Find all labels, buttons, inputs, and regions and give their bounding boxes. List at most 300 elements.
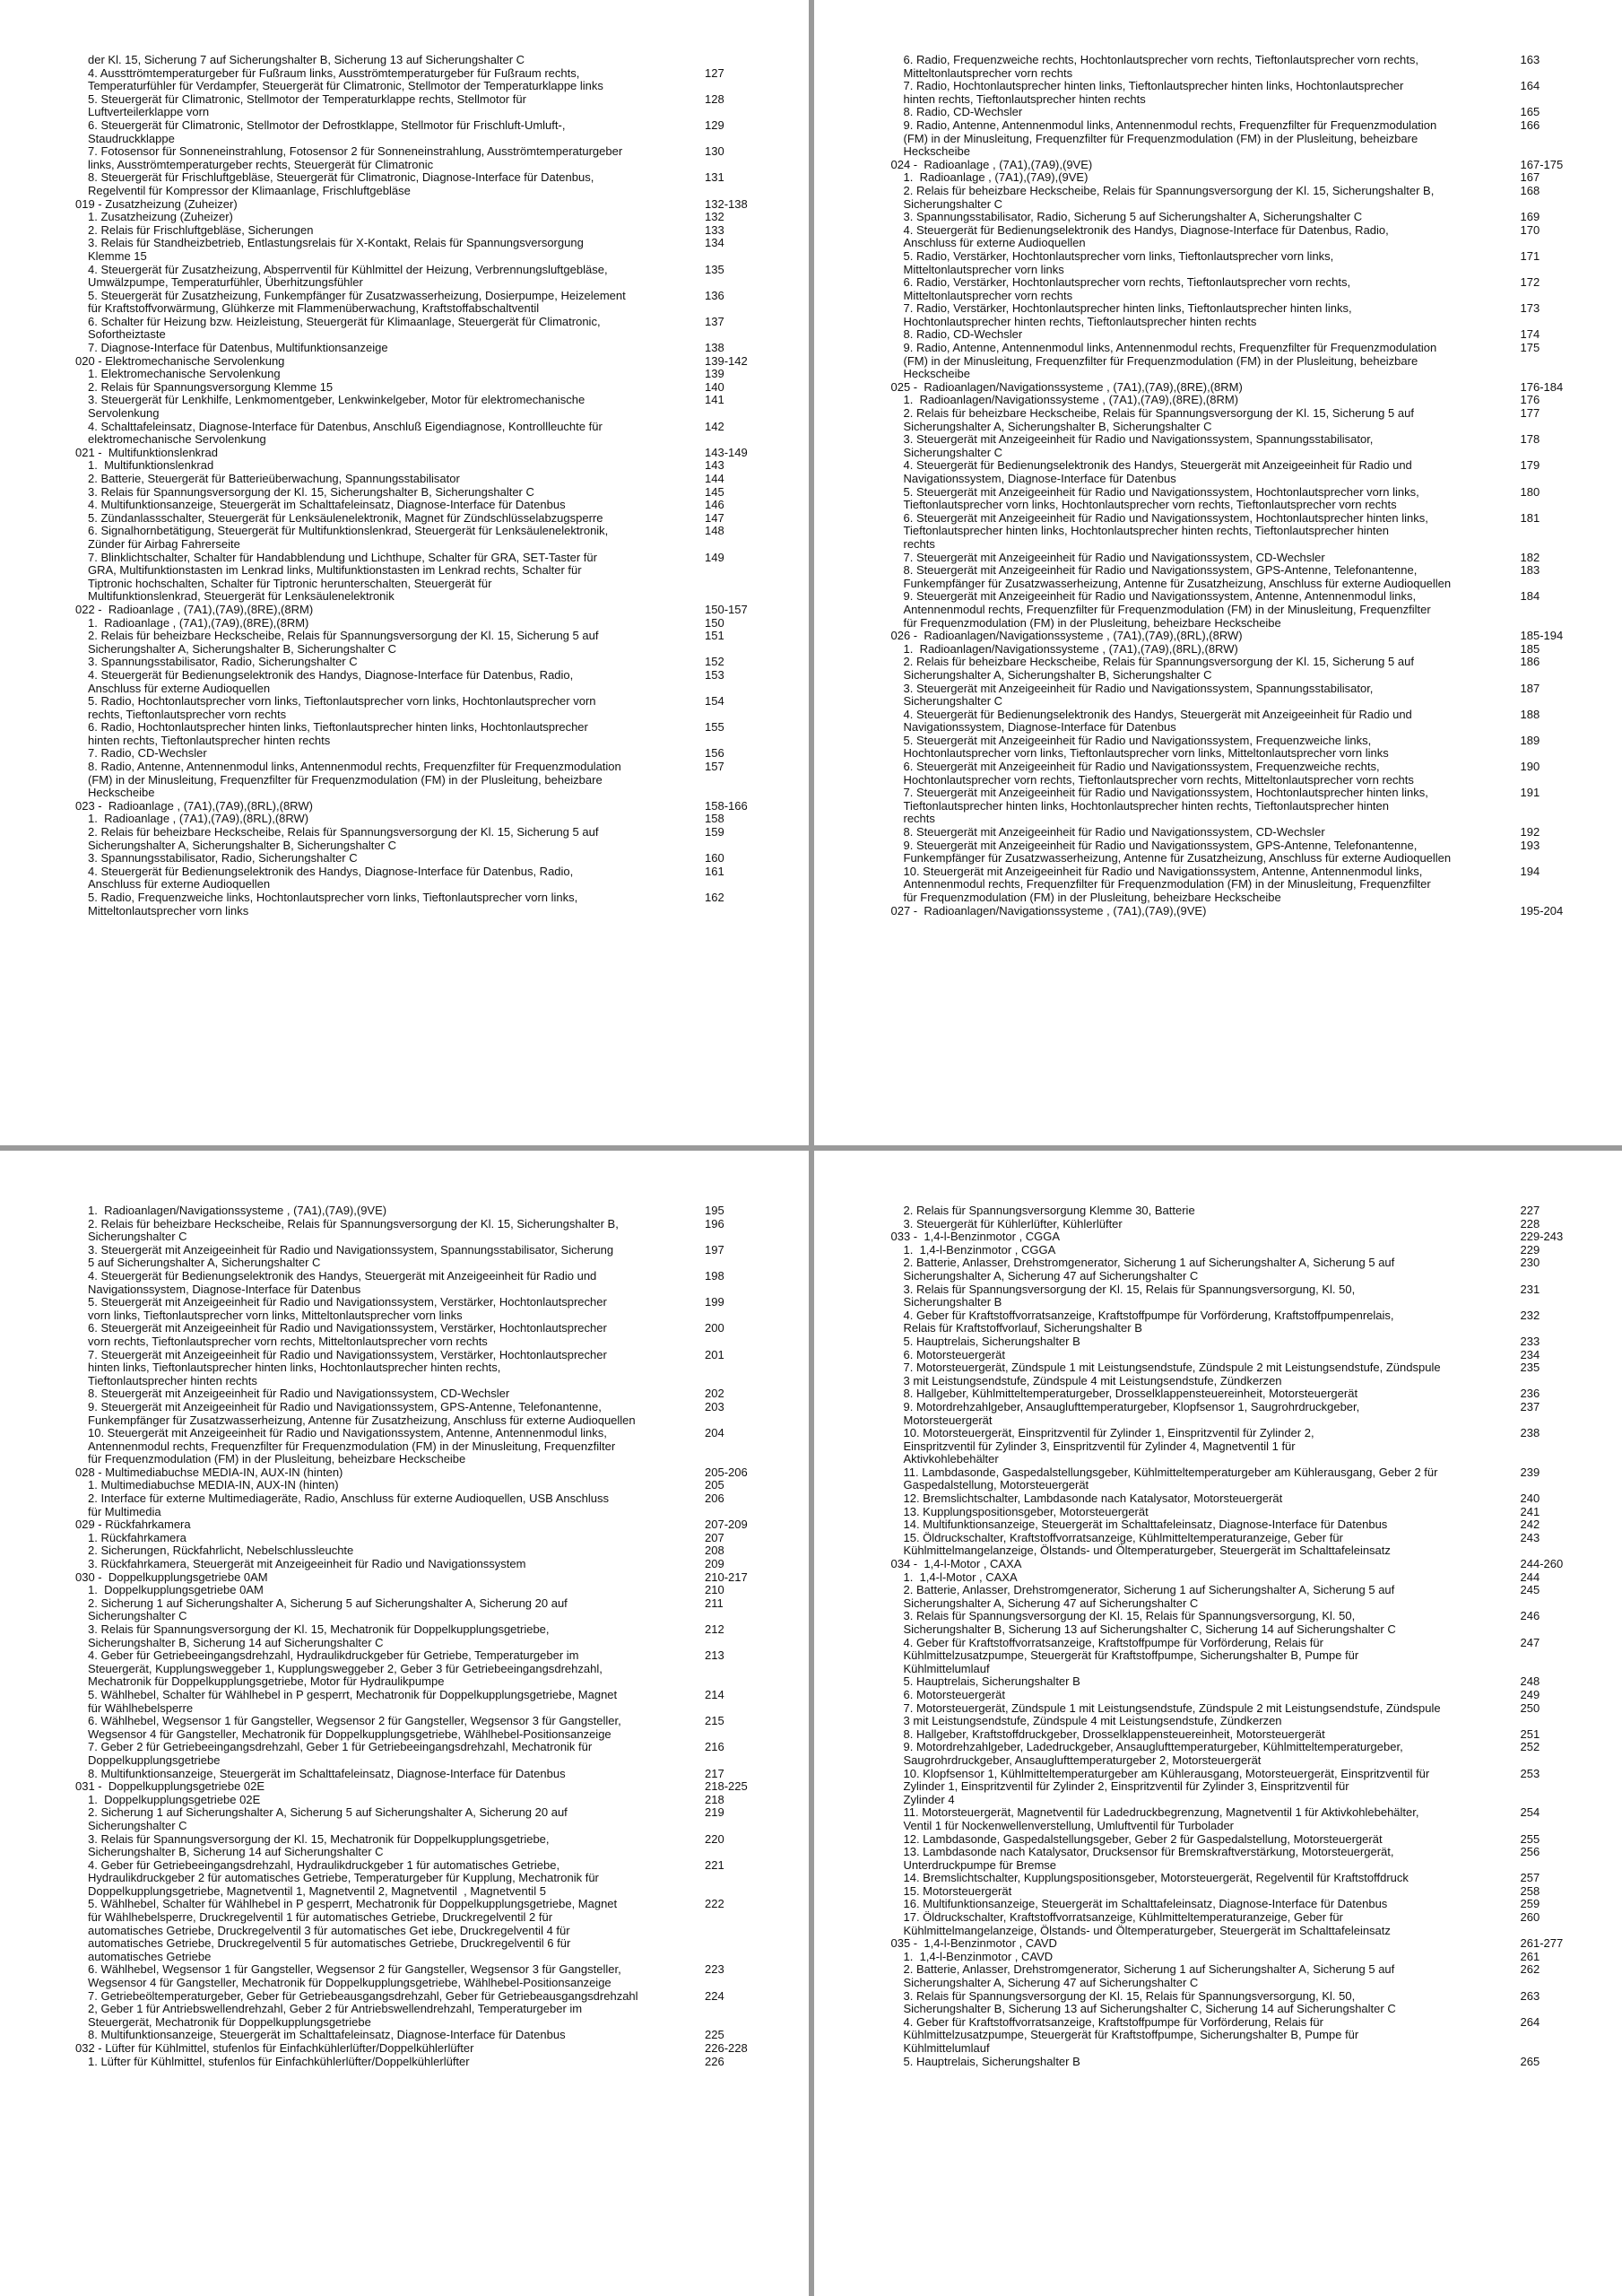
toc-page-number: 131	[705, 170, 724, 185]
toc-entry-title: 031 - Doppelkupplungsgetriebe 02E	[75, 1779, 265, 1794]
toc-entry-title: 8. Radio, CD-Wechsler	[903, 327, 1023, 342]
toc-page-number: 166	[1520, 117, 1540, 132]
toc-entry-title: der Kl. 15, Sicherung 7 auf Sicherungshalter B, Sicherung 13 auf Sicherungshalter C	[88, 53, 525, 66]
toc-page-number: 255	[1520, 1831, 1540, 1846]
toc-entry-row	[75, 617, 755, 631]
toc-entry-row	[75, 499, 755, 512]
toc-page-number: 244-260	[1520, 1557, 1564, 1571]
toc-entry-row	[75, 525, 755, 551]
toc-page-number: 147	[705, 510, 724, 525]
toc-page-number: 158	[705, 812, 724, 826]
toc-entry-row	[75, 1558, 755, 1571]
toc-page-number: 146	[705, 498, 724, 512]
toc-entry-title: 7. Geber 2 für Getriebeeingangsdrehzahl, Geber 1 für Getriebeeingangsdrehzahl, Mechatronik für Doppelkupplungsgetriebe	[88, 1740, 593, 1767]
toc-page-number: 150-157	[705, 602, 748, 616]
toc-entry-row	[75, 1584, 755, 1597]
toc-page-number: 173	[1520, 301, 1540, 316]
toc-entry-title: 8. Steuergerät für Frischluftgebläse, Steuergerät für Climatronic, Diagnose-Interface für Datenbus, Regelventil für Kompressor der Klimaanlage, Frischluftgebläse	[88, 170, 594, 197]
toc-entry-title: 5. Zündanlassschalter, Steuergerät für Lenksäulenelektronik, Magnet für Zündschlüsselabzugsperre	[88, 510, 603, 525]
toc-section-row	[891, 1231, 1569, 1244]
toc-entry-title: 028 - Multimediabuchse MEDIA-IN, AUX-IN (hinten)	[75, 1465, 343, 1479]
toc-entry-title: 1. Radioanlagen/Navigationssysteme , (7A1),(7A9),(8RE),(8RM)	[903, 393, 1239, 407]
toc-entry-title: 6. Schalter für Heizung bzw. Heizleistung, Steuergerät für Klimaanlage, Steuergerät für Climatronic, Sofortheiztaste	[88, 314, 601, 342]
toc-page-number: 167	[1520, 170, 1540, 185]
toc-entry-title: 7. Blinklichtschalter, Schalter für Handabblendung und Lichthupe, Schalter für GRA, SET-Taster für GRA, Multifunktionstasten im Lenkrad links, Multifunktionstasten im Lenkrad rechts, Schalter für Tiptronic hochschalten, Schalter für Tiptronic herunterschalten, Steuergerät für Multifunktionslenkrad, Steuergerät für Lenksäulenelektronik	[88, 550, 597, 604]
toc-entry-title: 8. Radio, CD-Wechsler	[903, 105, 1023, 119]
toc-entry-title: 8. Steuergerät mit Anzeigeeinheit für Radio und Navigationssystem, CD-Wechsler	[903, 825, 1325, 839]
toc-entry-title: 9. Motordrehzahlgeber, Ansauglufttemperaturgeber, Klopfsensor 1, Saugrohrdruckgeber, Motorsteuergerät	[903, 1399, 1360, 1427]
toc-page-number: 190	[1520, 760, 1540, 774]
toc-entry-title: 6. Steuergerät mit Anzeigeeinheit für Radio und Navigationssystem, Frequenzweiche rechts, Hochtonlautsprecher vorn rechts, Tieftonlautsprecher vorn rechts, Mitteltonlautsprecher vorn rechts	[903, 760, 1414, 787]
toc-entry-title: 6. Wählhebel, Wegsensor 1 für Gangsteller, Wegsensor 2 für Gangsteller, Wegsensor 3 für Gangsteller, Wegsensor 4 für Gangsteller, Mechatronik für Doppelkupplungsgetriebe, Wählhebel-Positionsanzeige	[88, 1714, 621, 1741]
toc-entry-title: 4. Geber für Getriebeeingangsdrehzahl, Hydraulikdruckgeber 1 für automatisches Getriebe, Hydraulikdruckgeber 2 für automatisches Getriebe, Temperaturgeber für Kupplung, Mechatronik für Doppelkupplungsgetriebe, Magnetventil 1, Magnetventil 2, Magnetventil , Magnetventil 5	[88, 1857, 599, 1898]
toc-entry-row	[891, 1728, 1569, 1742]
toc-entry-row	[75, 1296, 755, 1322]
toc-entry-title: 10. Motorsteuergerät, Einspritzventil für Zylinder 1, Einspritzventil für Zylinder 2, Einspritzventil für Zylinder 3, Einspritzventil für Zylinder 4, Magnetventil 1 für Aktivkohlebehälter	[903, 1426, 1314, 1466]
toc-section-row	[75, 198, 755, 212]
toc-entry-row	[891, 1466, 1569, 1492]
toc-entry-row	[75, 512, 755, 526]
toc-entry-row	[75, 1270, 755, 1296]
toc-entry-row	[891, 1584, 1569, 1610]
toc-entry-title: 4. Steuergerät für Bedienungselektronik des Handys, Steuergerät mit Anzeigeeinheit für Radio und Navigationssystem, Diagnose-Interface für Datenbus	[903, 707, 1412, 735]
toc-entry-title: 019 - Zusatzheizung (Zuheizer)	[75, 196, 238, 211]
toc-entry-title: 3. Spannungsstabilisator, Radio, Sicherungshalter C	[88, 851, 358, 865]
toc-entry-row	[75, 421, 755, 447]
toc-entry-row	[891, 761, 1569, 787]
toc-entry-row	[75, 1649, 755, 1689]
toc-entry-row	[75, 669, 755, 695]
toc-page-number: 138	[705, 341, 724, 355]
toc-page-number: 260	[1520, 1910, 1540, 1925]
toc-page-number: 215	[705, 1714, 724, 1728]
toc-entry-row	[75, 891, 755, 918]
toc-entry-row	[75, 381, 755, 395]
toc-entry-title: 022 - Radioanlage , (7A1),(7A9),(8RE),(8RM)	[75, 602, 314, 616]
toc-entry-title: 1. Doppelkupplungsgetriebe 0AM	[88, 1583, 264, 1597]
toc-page-number: 128	[705, 91, 724, 106]
toc-page-number: 241	[1520, 1504, 1540, 1518]
toc-page-number: 140	[705, 379, 724, 394]
toc-page-number: 205	[705, 1478, 724, 1492]
toc-entry-row	[891, 328, 1569, 342]
toc-entry-row	[75, 394, 755, 420]
toc-entry-row	[891, 486, 1569, 512]
toc-entry-title: 5. Steuergerät für Zusatzheizung, Funkempfänger für Zusatzwasserheizung, Dosierpumpe, Heizelement für Kraftstoffvorwärmung, Glühkerze mit Flammenüberwachung, Kraftstoffabschaltventil	[88, 288, 626, 316]
toc-entry-row	[891, 709, 1569, 735]
toc-page-number: 218	[705, 1792, 724, 1806]
toc-page-number: 181	[1520, 510, 1540, 525]
toc-section-row	[75, 1780, 755, 1794]
toc-entry-title: 4. Steuergerät für Bedienungselektronik des Handys, Steuergerät mit Anzeigeeinheit für Radio und Navigationssystem, Diagnose-Interface für Datenbus	[88, 1268, 597, 1296]
toc-entry-title: 3. Relais für Spannungsversorgung der Kl. 15, Mechatronik für Doppelkupplungsgetriebe, Sicherungshalter B, Sicherung 14 auf Sicherungshalter C	[88, 1622, 550, 1649]
toc-entry-title: 7. Diagnose-Interface für Datenbus, Multifunktionsanzeige	[88, 341, 388, 355]
toc-page-number: 195	[705, 1204, 724, 1217]
toc-entry-title: 1. 1,4-l-Motor , CAXA	[903, 1570, 1018, 1584]
toc-entry-title: 2. Batterie, Anlasser, Drehstromgenerator, Sicherung 1 auf Sicherungshalter A, Sicherung 5 auf Sicherungshalter A, Sicherung 47 auf Sicherungshalter C	[903, 1583, 1395, 1610]
toc-entry-title: 4. Multifunktionsanzeige, Steuergerät im Schalttafeleinsatz, Diagnose-Interface für Datenbus	[88, 498, 566, 512]
toc-page-number: 162	[705, 891, 724, 904]
toc-entry-row	[75, 1898, 755, 1963]
toc-entry-row	[891, 1492, 1569, 1506]
toc-entry-title: 1. Radioanlagen/Navigationssysteme , (7A1),(7A9),(9VE)	[88, 1204, 387, 1217]
toc-entry-title: 4. Steuergerät für Zusatzheizung, Absperrventil für Kühlmittel der Heizung, Verbrennungsluftgebläse, Umwälzpumpe, Temperaturfühler, Überhitzungsfühler	[88, 262, 608, 290]
toc-entry-title: 2. Batterie, Anlasser, Drehstromgenerator, Sicherung 1 auf Sicherungshalter A, Sicherung 5 auf Sicherungshalter A, Sicherung 47 auf Sicherungshalter C	[903, 1962, 1395, 1990]
toc-entry-row	[891, 342, 1569, 381]
toc-page-number: 180	[1520, 484, 1540, 499]
toc-page-number: 222	[705, 1897, 724, 1911]
toc-page-number: 244	[1520, 1570, 1540, 1584]
toc-entry-row	[75, 1401, 755, 1427]
toc-page-2	[814, 0, 1622, 1145]
toc-entry-title: 2. Sicherung 1 auf Sicherungshalter A, Sicherung 5 auf Sicherungshalter A, Sicherung 20 auf Sicherungshalter C	[88, 1805, 568, 1832]
toc-page-number: 132-138	[705, 196, 748, 211]
toc-section-row	[891, 1558, 1569, 1571]
toc-entry-row	[75, 342, 755, 355]
toc-entry-title: 5. Hauptrelais, Sicherungshalter B	[903, 1334, 1080, 1348]
toc-page-number: 176	[1520, 393, 1540, 407]
toc-entry-title: 1. Doppelkupplungsgetriebe 02E	[88, 1792, 261, 1806]
toc-entry-row	[891, 1768, 1569, 1807]
toc-entry-row	[891, 459, 1569, 485]
toc-page-number: 250	[1520, 1700, 1540, 1715]
toc-page-number: 139-142	[705, 353, 748, 368]
toc-page-number: 143	[705, 458, 724, 473]
toc-entry-row	[891, 735, 1569, 761]
toc-entry-title: 3. Relais für Spannungsversorgung der Kl. 15, Relais für Spannungsversorgung, Kl. 50, Sicherungshalter B, Sicherung 13 auf Sicherungshalter C, Sicherung 14 auf Sicherungshalter C	[903, 1988, 1396, 2016]
toc-entry-row	[891, 1911, 1569, 1937]
toc-page-number: 141	[705, 393, 724, 407]
toc-page-number: 209	[705, 1557, 724, 1571]
toc-page-4	[814, 1151, 1622, 2296]
toc-entry-row	[891, 1872, 1569, 1885]
toc-page-number: 127	[705, 65, 724, 80]
toc-page-number: 168	[1520, 183, 1540, 197]
toc-entry-row	[75, 1715, 755, 1741]
toc-page-number: 197	[705, 1242, 724, 1257]
toc-page-number: 163	[1520, 53, 1540, 66]
toc-page-number: 139	[705, 367, 724, 381]
toc-page-number: 165	[1520, 105, 1540, 119]
toc-page-number: 204	[705, 1426, 724, 1440]
toc-entry-title: 6. Radio, Hochtonlautsprecher hinten links, Tieftonlautsprecher hinten links, Hochtonlautsprecher hinten rechts, Tieftonlautsprecher hinten rechts	[88, 720, 588, 747]
toc-entry-title: 1. Radioanlage , (7A1),(7A9),(8RE),(8RM)	[88, 615, 309, 630]
toc-entry-title: 2. Relais für Frischluftgebläse, Sicherungen	[88, 222, 314, 237]
toc-section-row	[75, 604, 755, 617]
toc-entry-title: 025 - Radioanlagen/Navigationssysteme , (7A1),(7A9),(8RE),(8RM)	[890, 379, 1243, 394]
toc-entry-title: 023 - Radioanlage , (7A1),(7A9),(8RL),(8RW)	[75, 798, 313, 813]
toc-page-number: 210	[705, 1583, 724, 1597]
toc-entry-title: 8. Multifunktionsanzeige, Steuergerät im Schalttafeleinsatz, Diagnose-Interface für Datenbus	[88, 1766, 566, 1780]
toc-entry-row	[75, 1218, 755, 1244]
toc-page-number: 221	[705, 1857, 724, 1872]
toc-entry-title: 6. Radio, Frequenzweiche rechts, Hochtonlautsprecher vorn rechts, Tieftonlautsprecher vorn rechts, Mitteltonlautsprecher vorn rechts	[903, 53, 1418, 80]
toc-entry-title: 7. Radio, CD-Wechsler	[88, 746, 207, 761]
toc-page-1	[0, 0, 809, 1145]
toc-page-number: 133	[705, 222, 724, 237]
toc-entry-row	[891, 512, 1569, 552]
toc-entry-row	[75, 2029, 755, 2042]
toc-entry-row	[891, 1532, 1569, 1558]
toc-page-number: 201	[705, 1347, 724, 1361]
toc-page-number: 167-175	[1520, 157, 1564, 171]
toc-entry-row	[891, 185, 1569, 211]
toc-page-number: 135	[705, 262, 724, 276]
toc-entry-title: 2. Relais für beheizbare Heckscheibe, Relais für Spannungsversorgung der Kl. 15, Sicherungshalter B, Sicherungshalter C	[88, 1216, 619, 1244]
toc-page-number: 245	[1520, 1583, 1540, 1597]
toc-entry-title: 4. Steuergerät für Bedienungselektronik des Handys, Diagnose-Interface für Datenbus, Radio, Anschluss für externe Audioquellen	[903, 222, 1389, 250]
toc-entry-title: 2. Sicherung 1 auf Sicherungshalter A, Sicherung 5 auf Sicherungshalter A, Sicherung 20 auf Sicherungshalter C	[88, 1596, 568, 1623]
toc-entry-row	[75, 865, 755, 891]
toc-entry-title: 3. Relais für Spannungsversorgung der Kl. 15, Relais für Spannungsversorgung, Kl. 50, Sicherungshalter B	[903, 1282, 1356, 1309]
toc-entry-row	[75, 1833, 755, 1859]
toc-entry-title: 8. Steuergerät mit Anzeigeeinheit für Radio und Navigationssystem, CD-Wechsler	[88, 1387, 510, 1401]
toc-entry-title: 9. Radio, Antenne, Antennenmodul links, Antennenmodul rechts, Frequenzfilter für Frequenzmodulation (FM) in der Minusleitung, Frequenzfilter für Frequenzmodulation (FM) in der Plusleitung, beheizbare Heckscheibe	[903, 341, 1437, 381]
toc-entry-row	[75, 459, 755, 473]
toc-entry-title: 4. Geber für Getriebeeingangsdrehzahl, Hydraulikdruckgeber für Getriebe, Temperaturgeber im Steuergerät, Kupplungsweggeber 1, Kupplungsweggeber 2, Geber 3 für Getriebeeingangsdrehzahl, Mechatronik für Doppelkupplungsgetriebe, Motor für Hydraulikpumpe	[88, 1648, 603, 1689]
toc-entry-title: 027 - Radioanlagen/Navigationssysteme , (7A1),(7A9),(9VE)	[890, 903, 1207, 918]
toc-entry-row	[891, 1518, 1569, 1532]
toc-page-number: 212	[705, 1622, 724, 1636]
toc-entry-title: 2. Batterie, Anlasser, Drehstromgenerator, Sicherung 1 auf Sicherungshalter A, Sicherung 5 auf Sicherungshalter A, Sicherung 47 auf Sicherungshalter C	[903, 1256, 1395, 1283]
toc-page-number: 132	[705, 210, 724, 224]
toc-entry-title: 024 - Radioanlage , (7A1),(7A9),(9VE)	[890, 157, 1093, 171]
toc-page-number: 240	[1520, 1492, 1540, 1506]
toc-entry-row	[75, 656, 755, 669]
toc-page-number: 154	[705, 694, 724, 709]
toc-page-number: 225	[705, 2028, 724, 2042]
toc-entry-title: 9. Motordrehzahlgeber, Ladedruckgeber, Ansauglufttemperaturgeber, Kühlmitteltemperaturgeber, Saugrohrdruckgeber, Ansauglufttemperaturgeber 2, Motorsteuergerät	[903, 1740, 1403, 1767]
toc-entry-row	[75, 1963, 755, 1989]
toc-page-number: 151	[705, 629, 724, 643]
toc-page-number: 191	[1520, 786, 1540, 800]
toc-entry-row	[75, 1387, 755, 1401]
toc-entry-title: 2. Batterie, Steuergerät für Batterieüberwachung, Spannungsstabilisator	[88, 472, 460, 485]
toc-page-number: 213	[705, 1648, 724, 1663]
toc-section-row	[75, 1518, 755, 1532]
toc-page-number: 186	[1520, 655, 1540, 669]
toc-entry-row	[891, 119, 1569, 159]
toc-entry-row	[891, 1401, 1569, 1427]
toc-entry-title: 9. Steuergerät mit Anzeigeeinheit für Radio und Navigationssystem, GPS-Antenne, Telefonantenne, Funkempfänger für Zusatzwasserheizung, Antenne für Zusatzheizung, Anschluss für externe Audioquellen	[88, 1399, 636, 1427]
toc-entry-title: 6. Steuergerät mit Anzeigeeinheit für Radio und Navigationssystem, Hochtonlautsprecher hinten links, Tieftonlautsprecher hinten links, Hochtonlautsprecher hinten rechts, Tieftonlautsprecher hinten rechts	[903, 510, 1428, 551]
toc-section-row	[75, 800, 755, 813]
toc-entry-title: 035 - 1,4-l-Benzinmotor , CAVD	[890, 1936, 1057, 1951]
toc-entry-title: 9. Radio, Antenne, Antennenmodul links, Antennenmodul rechts, Frequenzfilter für Frequenzmodulation (FM) in der Minusleitung, Frequenzfilter für Frequenzmodulation (FM) in der Plusleitung, beheizbare Heckscheibe	[903, 117, 1437, 159]
toc-page-number: 216	[705, 1740, 724, 1754]
toc-section-row	[75, 2042, 755, 2056]
toc-entry-title: 11. Motorsteuergerät, Magnetventil für Ladedruckbegrenzung, Magnetventil 1 für Aktivkohlebehälter, Ventil 1 für Nockenwellenverstellung, Umluftventil für Turbolader	[903, 1805, 1419, 1832]
toc-entry-row	[75, 1479, 755, 1492]
toc-page-number: 243	[1520, 1530, 1540, 1544]
toc-section-row	[891, 905, 1569, 918]
toc-entry-row	[891, 564, 1569, 590]
toc-entry-title: 6. Signalhornbetätigung, Steuergerät für Multifunktionslenkrad, Steuergerät für Lenksäulenelektronik, Zünder für Airbag Fahrerseite	[88, 524, 609, 551]
toc-entry-row	[75, 1349, 755, 1388]
toc-page-number: 144	[705, 472, 724, 485]
toc-entry-title: 8. Multifunktionsanzeige, Steuergerät im Schalttafeleinsatz, Diagnose-Interface für Datenbus	[88, 2028, 566, 2042]
toc-entry-title: 1. Multimediabuchse MEDIA-IN, AUX-IN (hinten)	[88, 1478, 339, 1492]
toc-page-number: 136	[705, 288, 724, 302]
toc-page-number: 205-206	[705, 1465, 748, 1479]
toc-entry-row	[75, 1597, 755, 1623]
toc-entry-row	[75, 171, 755, 197]
toc-page-number: 134	[705, 236, 724, 250]
toc-entry-row	[75, 1689, 755, 1715]
toc-entry-title: 11. Lambdasonde, Gaspedalstellungsgeber, Kühlmitteltemperaturgeber am Kühlerausgang, Geber 2 für Gaspedalstellung, Motorsteuergerät	[903, 1465, 1438, 1492]
toc-page-number: 169	[1520, 210, 1540, 224]
toc-page-number: 189	[1520, 733, 1540, 747]
toc-entry-row	[75, 826, 755, 852]
toc-page-number: 265	[1520, 2054, 1540, 2068]
toc-entry-row	[891, 171, 1569, 185]
toc-entry-row	[75, 67, 755, 93]
toc-entry-title: 16. Multifunktionsanzeige, Steuergerät im Schalttafeleinsatz, Diagnose-Interface für Datenbus	[903, 1897, 1388, 1911]
toc-page-number: 185-194	[1520, 629, 1564, 643]
toc-entry-row	[891, 224, 1569, 250]
toc-entry-title: 15. Motorsteuergerät	[903, 1883, 1012, 1898]
toc-section-row	[75, 355, 755, 369]
toc-entry-row	[891, 1846, 1569, 1872]
toc-entry-title: 5. Steuergerät mit Anzeigeeinheit für Radio und Navigationssystem, Frequenzweiche links, Hochtonlautsprecher vorn links, Tieftonlautsprecher vorn links, Mitteltonlautsprecher vorn links	[903, 733, 1389, 761]
toc-entry-title: 4. Geber für Kraftstoffvorratsanzeige, Kraftstoffpumpe für Vorförderung, Relais für Kühlmittelzusatzpumpe, Steuergerät für Kraftstoffpumpe, Sicherungshalter B, Pumpe für Kühlmittelumlauf	[903, 2014, 1359, 2055]
toc-entry-title: 1. Lüfter für Kühlmittel, stufenlos für Einfachkühlerlüfter/Doppelkühlerlüfter	[88, 2054, 470, 2068]
toc-page-number: 194	[1520, 864, 1540, 878]
toc-entry-title: 1. Radioanlage , (7A1),(7A9),(9VE)	[903, 170, 1089, 185]
toc-entry-row	[891, 1218, 1569, 1231]
toc-entry-title: 7. Getriebeöltemperaturgeber, Geber für Getriebeausgangsdrehzahl, Geber für Getriebeausgangsdrehzahl 2, Geber 1 für Antriebswellendrehzahl, Geber 2 für Antriebswellendrehzahl, Temperaturgeber im Steuergerät, Mechatronik für Doppelkupplungsgetriebe	[88, 1988, 638, 2029]
toc-page-number: 183	[1520, 563, 1540, 578]
toc-entry-title: 4. Steuergerät für Bedienungselektronik des Handys, Steuergerät mit Anzeigeeinheit für Radio und Navigationssystem, Diagnose-Interface für Datenbus	[903, 458, 1412, 485]
toc-entry-title: 5. Steuergerät mit Anzeigeeinheit für Radio und Navigationssystem, Hochtonlautsprecher vorn links, Tieftonlautsprecher vorn links, Hochtonlautsprecher vorn rechts, Tieftonlautsprecher vorn rechts	[903, 484, 1419, 512]
toc-entry-title: 4. Steuergerät für Bedienungselektronik des Handys, Diagnose-Interface für Datenbus, Radio, Anschluss für externe Audioquellen	[88, 667, 574, 695]
toc-entry-title: 2. Interface für externe Multimediageräte, Radio, Anschluss für externe Audioquellen, USB Anschluss für Multimedia	[88, 1492, 609, 1518]
toc-page-number: 195-204	[1520, 903, 1564, 918]
toc-entry-title: 1. Rückfahrkamera	[88, 1530, 186, 1544]
toc-page-number: 161	[705, 864, 724, 878]
toc-page-number: 202	[705, 1387, 724, 1401]
toc-entry-row	[75, 1427, 755, 1466]
toc-entry-row	[75, 852, 755, 865]
toc-entry-title: 3. Relais für Spannungsversorgung der Kl. 15, Mechatronik für Doppelkupplungsgetriebe, Sicherungshalter B, Sicherung 14 auf Sicherungshalter C	[88, 1831, 550, 1859]
toc-page-number: 219	[705, 1805, 724, 1820]
toc-page-number: 158-166	[705, 798, 748, 813]
toc-entry-row	[891, 250, 1569, 276]
toc-page-number: 164	[1520, 79, 1540, 93]
toc-entry-title: 7. Steuergerät mit Anzeigeeinheit für Radio und Navigationssystem, CD-Wechsler	[903, 550, 1325, 564]
toc-entry-title: 10. Steuergerät mit Anzeigeeinheit für Radio und Navigationssystem, Antenne, Antennenmodul links, Antennenmodul rechts, Frequenzfilter für Frequenzmodulation (FM) in der Minusleitung, Frequenzfilter für Frequenzmodulation (FM) in der Plusleitung, beheizbare Heckscheibe	[903, 864, 1431, 904]
toc-entry-title: 6. Wählhebel, Wegsensor 1 für Gangsteller, Wegsensor 2 für Gangsteller, Wegsensor 3 für Gangsteller, Wegsensor 4 für Gangsteller, Mechatronik für Doppelkupplungsgetriebe, Wählhebel-Positionsanzeige	[88, 1962, 621, 1990]
toc-entry-title: 2. Relais für Spannungsversorgung Klemme 30, Batterie	[903, 1204, 1195, 1217]
toc-entry-row	[891, 1675, 1569, 1689]
toc-entry-row	[891, 1257, 1569, 1283]
toc-page-number: 230	[1520, 1256, 1540, 1270]
toc-entry-title: 3. Steuergerät mit Anzeigeeinheit für Radio und Navigationssystem, Spannungsstabilisator, Sicherung 5 auf Sicherungshalter A, Sicherungshalter C	[88, 1242, 614, 1270]
toc-page-number: 150	[705, 615, 724, 630]
toc-entry-title: 2. Relais für beheizbare Heckscheibe, Relais für Spannungsversorgung der Kl. 15, Sicherung 5 auf Sicherungshalter A, Sicherungshalter B, Sicherungshalter C	[88, 825, 599, 852]
toc-entry-title: 5. Steuergerät für Climatronic, Stellmotor der Temperaturklappe rechts, Stellmotor für Luftverteilerklappe vorn	[88, 91, 526, 119]
toc-entry-title: 5. Hauptrelais, Sicherungshalter B	[903, 2054, 1080, 2068]
toc-entry-row	[891, 1702, 1569, 1728]
toc-entry-row	[891, 407, 1569, 433]
toc-page-number: 234	[1520, 1347, 1540, 1361]
toc-page-number: 248	[1520, 1674, 1540, 1689]
toc-entry-title: 13. Kupplungspositionsgeber, Motorsteuergerät	[903, 1504, 1149, 1518]
toc-entry-title: 12. Lambdasonde, Gaspedalstellungsgeber, Geber 2 für Gaspedalstellung, Motorsteuergerät	[903, 1831, 1383, 1846]
toc-entry-row	[891, 839, 1569, 865]
toc-page-number: 207	[705, 1530, 724, 1544]
toc-entry-title: 4. Geber für Kraftstoffvorratsanzeige, Kraftstoffpumpe für Vorförderung, Kraftstoffpumpenrelais, Relais für Kraftstoffvorlauf, Sicherungshalter B	[903, 1308, 1394, 1335]
toc-entry-title: 5. Radio, Verstärker, Hochtonlautsprecher vorn links, Tieftonlautsprecher vorn links, Mitteltonlautsprecher vorn links	[903, 248, 1334, 276]
toc-page-number: 143-149	[705, 445, 748, 459]
toc-entry-row	[75, 1244, 755, 1270]
toc-entry-row	[891, 1806, 1569, 1832]
toc-page-number: 171	[1520, 248, 1540, 263]
toc-entry-title: 4. Geber für Kraftstoffvorratsanzeige, Kraftstoffpumpe für Vorförderung, Relais für Kühlmittelzusatzpumpe, Steuergerät für Kraftstoffpumpe, Sicherungshalter B, Pumpe für Kühlmittelumlauf	[903, 1635, 1359, 1675]
toc-page-number: 217	[705, 1766, 724, 1780]
toc-page-number: 261-277	[1520, 1936, 1564, 1951]
toc-entry-row	[75, 1990, 755, 2030]
toc-entry-title: 5. Radio, Frequenzweiche links, Hochtonlautsprecher vorn links, Tieftonlautsprecher vorn links, Mitteltonlautsprecher vorn links	[88, 891, 578, 918]
toc-page-number: 170	[1520, 222, 1540, 237]
toc-entry-row	[75, 721, 755, 747]
toc-page-number: 172	[1520, 275, 1540, 290]
toc-entry-row	[891, 1335, 1569, 1349]
toc-entry-row	[891, 1571, 1569, 1585]
toc-entry-title: 6. Steuergerät mit Anzeigeeinheit für Radio und Navigationssystem, Verstärker, Hochtonlautsprecher vorn rechts, Tieftonlautsprecher vorn rechts, Mitteltonlautsprecher vorn rechts	[88, 1321, 607, 1348]
toc-page-number: 238	[1520, 1426, 1540, 1440]
toc-entry-row	[891, 1506, 1569, 1519]
toc-page-number: 199	[705, 1295, 724, 1309]
toc-entry-title: 4. Aussttrömtemperaturgeber für Fußraum links, Ausströmtemperaturgeber für Fußraum rechts, Temperaturfühler für Verdampfer, Steuergerät für Climatronic, Stellmotor der Temperaturklappe links	[88, 65, 603, 93]
toc-page-number: 179	[1520, 458, 1540, 473]
toc-entry-row	[891, 1990, 1569, 2016]
toc-entry-title: 2. Relais für beheizbare Heckscheibe, Relais für Spannungsversorgung der Kl. 15, Sicherung 5 auf Sicherungshalter A, Sicherungshalter B, Sicherungshalter C	[903, 655, 1414, 682]
toc-entry-title: 3. Relais für Spannungsversorgung der Kl. 15, Sicherungshalter B, Sicherungshalter C	[88, 484, 534, 499]
toc-entry-row	[75, 119, 755, 145]
toc-page-number: 160	[705, 851, 724, 865]
toc-entry-title: 10. Klopfsensor 1, Kühlmitteltemperaturgeber am Kühlerausgang, Motorsteuergerät, Einspritzventil für Zylinder 1, Einspritzventil für Zylinder 2, Einspritzventil für Zylinder 3, Einspritzventil für Zylinder 4	[903, 1766, 1430, 1806]
toc-page-number: 227	[1520, 1204, 1540, 1217]
toc-entry-row	[891, 683, 1569, 709]
toc-entry-title: 7. Motorsteuergerät, Zündspule 1 mit Leistungsendstufe, Zündspule 2 mit Leistungsendstufe, Zündspule 3 mit Leistungsendstufe, Zündspule 4 mit Leistungsendstufe, Zündkerzen	[903, 1361, 1441, 1387]
toc-entry-title: 3. Relais für Standheizbetrieb, Entlastungsrelais für X-Kontakt, Relais für Spannungsversorgung Klemme 15	[88, 236, 584, 263]
toc-entry-row	[891, 433, 1569, 459]
toc-page-number: 249	[1520, 1687, 1540, 1701]
toc-entry-row	[891, 1689, 1569, 1702]
toc-page-number: 258	[1520, 1883, 1540, 1898]
toc-entry-title: 8. Hallgeber, Kühlmitteltemperaturgeber, Drosselklappensteuereinheit, Motorsteuergerät	[903, 1387, 1358, 1401]
toc-page-number: 200	[705, 1321, 724, 1335]
toc-entry-row	[891, 1637, 1569, 1676]
toc-entry-title: 3. Spannungsstabilisator, Radio, Sicherung 5 auf Sicherungshalter A, Sicherungshalter C	[903, 210, 1363, 224]
toc-entry-row	[891, 276, 1569, 302]
toc-page-number: 253	[1520, 1766, 1540, 1780]
toc-entry-row	[891, 1205, 1569, 1218]
toc-entry-row	[75, 473, 755, 486]
toc-entry-row	[75, 552, 755, 604]
toc-entry-row	[75, 1205, 755, 1218]
toc-entry-row	[891, 211, 1569, 224]
toc-entry-row	[891, 590, 1569, 630]
toc-entry-row	[75, 813, 755, 826]
toc-entry-row	[75, 1492, 755, 1518]
toc-page-number: 207-209	[705, 1518, 748, 1532]
toc-page-number: 257	[1520, 1871, 1540, 1885]
toc-page-number: 156	[705, 746, 724, 761]
toc-entry-title: 3. Spannungsstabilisator, Radio, Sicherungshalter C	[88, 655, 358, 669]
toc-page-number: 193	[1520, 838, 1540, 852]
